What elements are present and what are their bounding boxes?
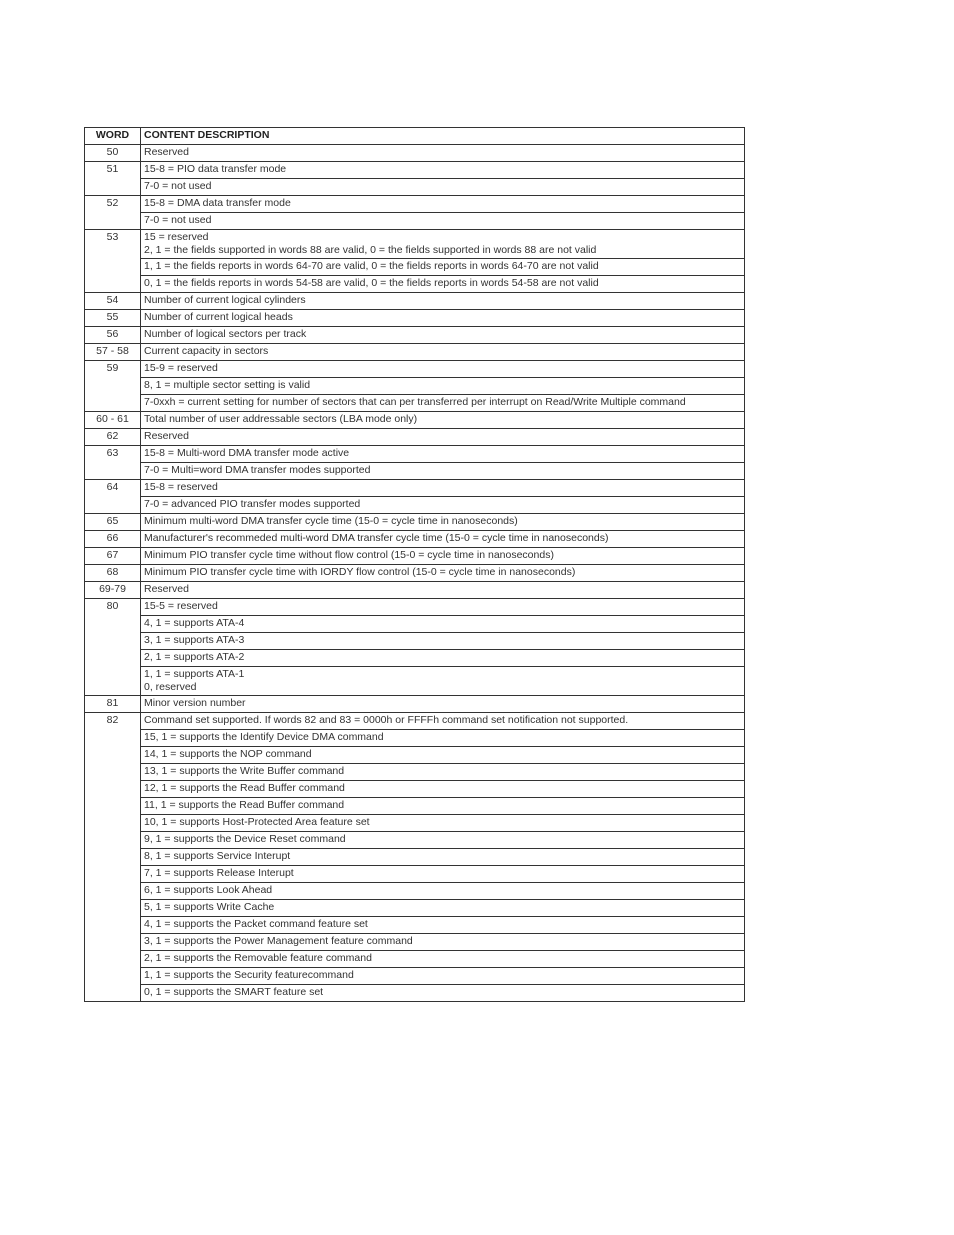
content-description-cell: 7-0 = not used: [141, 179, 745, 196]
content-description-cell: 5, 1 = supports Write Cache: [141, 900, 745, 917]
table-row: [85, 713, 745, 730]
table-row: [85, 230, 745, 259]
table-row: [85, 730, 745, 747]
table-row: [85, 344, 745, 361]
word-number-cell: 68: [85, 565, 141, 582]
content-description-cell: 0, 1 = the fields reports in words 54-58 are valid, 0 = the fields reports in words 54-58 are not valid: [141, 276, 745, 293]
table-row: [85, 883, 745, 900]
content-description-cell: 7-0xxh = current setting for number of sectors that can per transferred per interrupt on Read/Write Multiple command: [141, 395, 745, 412]
content-description-cell: Reserved: [141, 145, 745, 162]
content-description-cell: 4, 1 = supports the Packet command feature set: [141, 917, 745, 934]
content-description-cell: 1, 1 = supports the Security featurecommand: [141, 968, 745, 985]
word-number-cell: 69-79: [85, 582, 141, 599]
word-number-cell: 62: [85, 429, 141, 446]
table-row: [85, 832, 745, 849]
table-row: [85, 866, 745, 883]
content-description-cell: Minimum multi-word DMA transfer cycle time (15-0 = cycle time in nanoseconds): [141, 514, 745, 531]
content-description-cell: Number of current logical cylinders: [141, 293, 745, 310]
content-description-cell: 11, 1 = supports the Read Buffer command: [141, 798, 745, 815]
content-description-cell: Total number of user addressable sectors (LBA mode only): [141, 412, 745, 429]
content-description-cell: 6, 1 = supports Look Ahead: [141, 883, 745, 900]
table-row: [85, 798, 745, 815]
table-row: [85, 951, 745, 968]
content-description-cell: Number of current logical heads: [141, 310, 745, 327]
word-number-cell: 64: [85, 480, 141, 514]
table-row: [85, 395, 745, 412]
table-row: [85, 667, 745, 696]
word-column-header: WORD: [85, 128, 141, 145]
table-row: [85, 599, 745, 616]
content-description-cell: Minimum PIO transfer cycle time with IORDY flow control (15-0 = cycle time in nanoseconds): [141, 565, 745, 582]
table-row: [85, 849, 745, 866]
content-description-cell: 0, 1 = supports the SMART feature set: [141, 985, 745, 1002]
table-row: [85, 480, 745, 497]
table-row: [85, 633, 745, 650]
word-number-cell: 59: [85, 361, 141, 412]
identify-device-word-table: [84, 127, 745, 1002]
word-number-cell: 66: [85, 531, 141, 548]
table-row: [85, 514, 745, 531]
content-description-cell: 7-0 = Multi=word DMA transfer modes supported: [141, 463, 745, 480]
table-row: [85, 764, 745, 781]
table-row: [85, 259, 745, 276]
table-row: [85, 497, 745, 514]
word-number-cell: 65: [85, 514, 141, 531]
table-row: [85, 968, 745, 985]
content-description-cell: 1, 1 = supports ATA-1 0, reserved: [141, 667, 745, 696]
table-row: [85, 650, 745, 667]
content-description-cell: 9, 1 = supports the Device Reset command: [141, 832, 745, 849]
word-number-cell: 57 - 58: [85, 344, 141, 361]
word-number-cell: 53: [85, 230, 141, 293]
table-row: [85, 310, 745, 327]
content-description-cell: Reserved: [141, 429, 745, 446]
content-description-cell: 15-8 = PIO data transfer mode: [141, 162, 745, 179]
table-row: [85, 361, 745, 378]
word-number-cell: 80: [85, 599, 141, 696]
word-number-cell: 54: [85, 293, 141, 310]
table-row: [85, 696, 745, 713]
table-row: [85, 196, 745, 213]
content-description-cell: 7-0 = advanced PIO transfer modes supported: [141, 497, 745, 514]
content-description-cell: 15 = reserved 2, 1 = the fields supported in words 88 are valid, 0 = the fields supported in words 88 are not valid: [141, 230, 745, 259]
table-row: [85, 917, 745, 934]
content-description-cell: 8, 1 = multiple sector setting is valid: [141, 378, 745, 395]
table-row: [85, 378, 745, 395]
content-description-cell: 14, 1 = supports the NOP command: [141, 747, 745, 764]
table-row: [85, 179, 745, 196]
word-number-cell: 55: [85, 310, 141, 327]
table-row: [85, 162, 745, 179]
content-description-cell: Command set supported. If words 82 and 83 = 0000h or FFFFh command set notification not supported.: [141, 713, 745, 730]
word-number-cell: 50: [85, 145, 141, 162]
content-description-cell: 7, 1 = supports Release Interupt: [141, 866, 745, 883]
table-row: [85, 985, 745, 1002]
table-header-row: [85, 128, 745, 145]
content-description-cell: Current capacity in sectors: [141, 344, 745, 361]
content-description-cell: Reserved: [141, 582, 745, 599]
word-number-cell: 82: [85, 713, 141, 1002]
table-row: [85, 463, 745, 480]
table-row: [85, 582, 745, 599]
table-row: [85, 781, 745, 798]
content-description-cell: 15-8 = DMA data transfer mode: [141, 196, 745, 213]
content-description-cell: 13, 1 = supports the Write Buffer command: [141, 764, 745, 781]
description-column-header: CONTENT DESCRIPTION: [141, 128, 745, 145]
table-row: [85, 213, 745, 230]
content-description-cell: 1, 1 = the fields reports in words 64-70 are valid, 0 = the fields reports in words 64-70 are not valid: [141, 259, 745, 276]
word-number-cell: 52: [85, 196, 141, 230]
word-number-cell: 51: [85, 162, 141, 196]
table-row: [85, 900, 745, 917]
content-description-cell: 3, 1 = supports the Power Management feature command: [141, 934, 745, 951]
table-row: [85, 446, 745, 463]
content-description-cell: 15-9 = reserved: [141, 361, 745, 378]
table-row: [85, 145, 745, 162]
content-description-cell: Minimum PIO transfer cycle time without flow control (15-0 = cycle time in nanoseconds): [141, 548, 745, 565]
content-description-cell: 15-5 = reserved: [141, 599, 745, 616]
content-description-cell: 3, 1 = supports ATA-3: [141, 633, 745, 650]
content-description-cell: 2, 1 = supports the Removable feature command: [141, 951, 745, 968]
content-description-cell: 15-8 = Multi-word DMA transfer mode active: [141, 446, 745, 463]
table-row: [85, 429, 745, 446]
table-row: [85, 815, 745, 832]
content-description-cell: 8, 1 = supports Service Interupt: [141, 849, 745, 866]
table-row: [85, 548, 745, 565]
content-description-cell: Manufacturer's recommeded multi-word DMA transfer cycle time (15-0 = cycle time in nanoseconds): [141, 531, 745, 548]
content-description-cell: 12, 1 = supports the Read Buffer command: [141, 781, 745, 798]
content-description-cell: 2, 1 = supports ATA-2: [141, 650, 745, 667]
content-description-cell: 15, 1 = supports the Identify Device DMA command: [141, 730, 745, 747]
word-number-cell: 56: [85, 327, 141, 344]
word-number-cell: 67: [85, 548, 141, 565]
table-row: [85, 565, 745, 582]
word-number-cell: 60 - 61: [85, 412, 141, 429]
word-number-cell: 81: [85, 696, 141, 713]
word-number-cell: 63: [85, 446, 141, 480]
table-row: [85, 412, 745, 429]
table-row: [85, 747, 745, 764]
table-row: [85, 531, 745, 548]
table-row: [85, 293, 745, 310]
content-description-cell: 10, 1 = supports Host-Protected Area feature set: [141, 815, 745, 832]
table-row: [85, 276, 745, 293]
content-description-cell: 4, 1 = supports ATA-4: [141, 616, 745, 633]
content-description-cell: 15-8 = reserved: [141, 480, 745, 497]
table-row: [85, 327, 745, 344]
table-row: [85, 616, 745, 633]
content-description-cell: Number of logical sectors per track: [141, 327, 745, 344]
table-row: [85, 934, 745, 951]
content-description-cell: 7-0 = not used: [141, 213, 745, 230]
table-body: [85, 145, 745, 1002]
content-description-cell: Minor version number: [141, 696, 745, 713]
